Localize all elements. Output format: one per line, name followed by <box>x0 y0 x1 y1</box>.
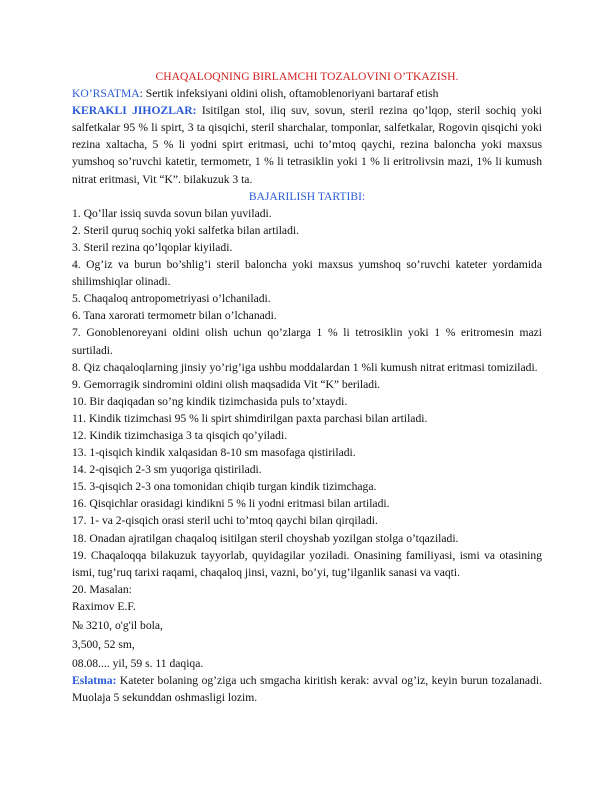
example-number: № 3210, o'g'il bola, <box>72 619 163 632</box>
step-item: 6. Tana xarorati termometr bilan o’lchanadi. <box>72 309 277 323</box>
step-item: 14. 2-qisqich 2-3 sm yuqoriga qistiriladi. <box>72 463 262 477</box>
jihozlar-paragraph <box>72 102 542 187</box>
example-name: Raximov E.F. <box>72 599 136 613</box>
tartib-heading: BAJARILISH TARTIBI: <box>248 189 366 203</box>
step-item: 4. Og’iz va burun bo’shlig’i steril baloncha yoki maxsus yumshoq so’ruvchi kateter yordamida shilimshiqlar olinadi. <box>72 258 542 289</box>
step-item: 18. Onadan ajratilgan chaqaloq isitilgan steril choyshab yozilgan stolga o’tqaziladi. <box>72 531 459 545</box>
step-item: 16. Qisqichlar orasidagi kindikni 5 % li yodni eritmasi bilan artiladi. <box>72 497 390 511</box>
step-item: 13. 1-qisqich kindik xalqasidan 8-10 sm masofaga qistiriladi. <box>72 446 356 460</box>
step-item: 7. Gonoblenoreyani oldini olish uchun qo’zlarga 1 % li tetrosiklin yoki 1 % eritromesin mazi surtiladi. <box>72 326 542 357</box>
page-title: CHAQALOQNING BIRLAMCHI TOZALOVINI O’TKAZISH. <box>155 70 459 83</box>
eslatma-paragraph <box>72 672 542 706</box>
eslatma-text: Kateter bolaning og’ziga uch smgacha kiritish kerak: avval og’iz, keyin burun tozalanadi. Muolaja 5 sekunddan oshmasligi lozim. <box>72 674 542 705</box>
jihozlar-text: Isitilgan stol, iliq suv, sovun, steril rezina qo’lqop, steril sochiq yoki salfetkalar 95 % li spirt, 3 ta qisqichi, steril sharchalar, tomponlar, salfetkalar, Rogovin qisqichi yoki rezina xaltacha, 5 % li yodni spirt eritmasi, uchi to’mtoq qaychi, rezina baloncha yoki maxsus yumshoq so’ruvchi katetir, termometr, 1 % li tetrasiklin yoki 1 % li eritrolivsin mazi, 1% li kumush nitrat eritmasi, Vit “K”. bilakuzuk 3 ta. <box>72 104 542 186</box>
step-item: 5. Chaqaloq antropometriyasi o’lchaniladi. <box>72 292 271 306</box>
korsatma-label: KO’RSATMA <box>72 87 140 101</box>
step-item: 15. 3-qisqich 2-3 ona tomonidan chiqib turgan kindik tizimchaga. <box>72 480 377 494</box>
korsatma-paragraph <box>72 85 542 102</box>
step-item: 20. Masalan: <box>72 582 132 596</box>
steps-list <box>72 205 542 598</box>
step-item: 3. Steril rezina qo’lqoplar kiyiladi. <box>72 240 233 254</box>
step-item: 9. Gemorragik sindromini oldini olish maqsadida Vit “K” beriladi. <box>72 377 381 391</box>
document-page <box>72 66 542 706</box>
step-item: 19. Chaqaloqqa bilakuzuk tayyorlab, quyidagilar yoziladi. Onasining familiyasi, ismi va otasining ismi, tug’ruq tarixi raqami, chaqaloq jinsi, vazni, bo’yi, tug’ilganlik sanasi va vaqti. <box>72 548 542 579</box>
example-block <box>72 598 542 672</box>
example-measures: 3,500, 52 sm, <box>72 638 135 652</box>
eslatma-label: Eslatma: <box>72 674 117 688</box>
step-item: 1. Qo’llar issiq suvda sovun bilan yuviladi. <box>72 206 272 220</box>
jihozlar-label: KERAKLI JIHOZLAR: <box>72 104 197 118</box>
step-item: 17. 1- va 2-qisqich orasi steril uchi to’mtoq qaychi bilan qirqiladi. <box>72 514 378 528</box>
korsatma-text: : Sertik infeksiyani oldini olish, oftamoblenoriyani bartaraf etish <box>139 87 439 101</box>
step-item: 2. Steril quruq sochiq yoki salfetka bilan artiladi. <box>72 223 299 237</box>
step-item: 11. Kindik tizimchasi 95 % li spirt shimdirilgan paxta parchasi bilan artiladi. <box>72 411 428 425</box>
example-date: 08.08.... yil, 59 s. 11 daqiqa. <box>72 657 204 671</box>
step-item: 12. Kindik tizimchasiga 3 ta qisqich qo’yiladi. <box>72 428 288 442</box>
step-item: 8. Qiz chaqaloqlarning jinsiy yo’rig’iga ushbu moddalardan 1 %li kumush nitrat eritmasi tomiziladi. <box>72 360 538 374</box>
step-item: 10. Bir daqiqadan so’ng kindik tizimchasida puls to’xtaydi. <box>72 394 348 408</box>
